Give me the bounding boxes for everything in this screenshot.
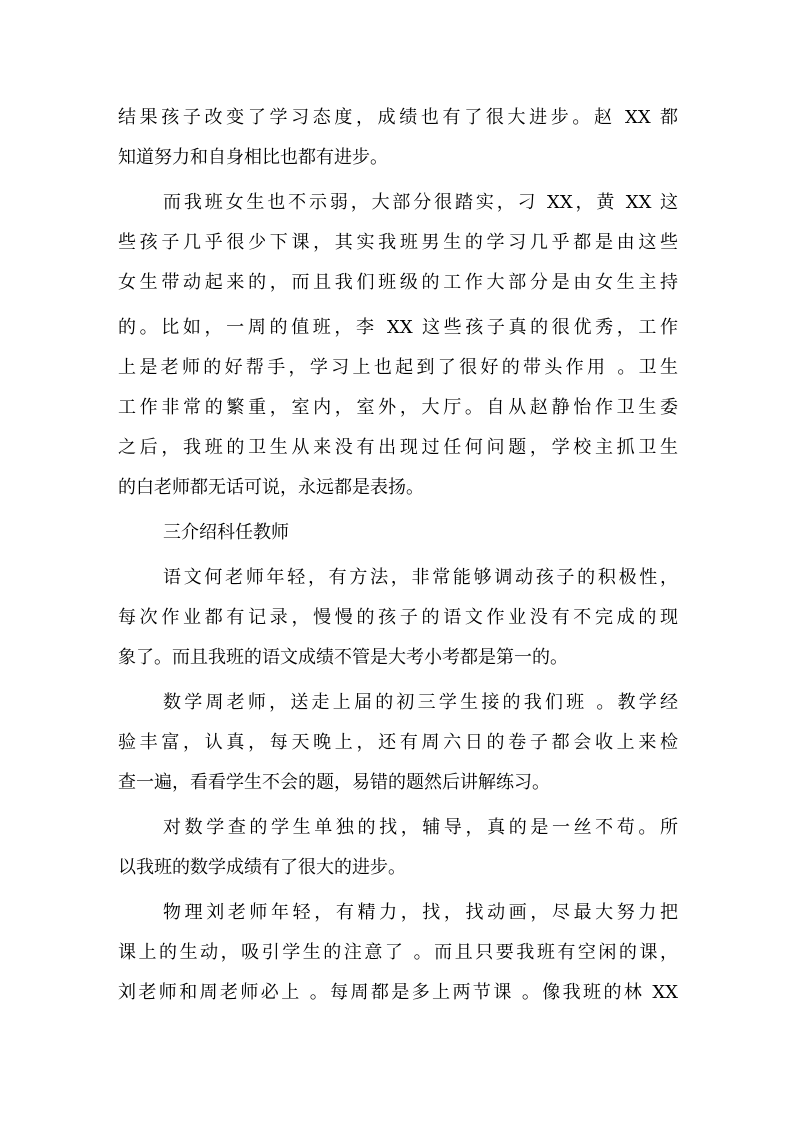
- section-heading: 三介绍科任教师: [163, 522, 289, 543]
- text-line: 结果孩子改变了学习态度，成绩也有了很大进步。赵 XX 都: [118, 107, 678, 128]
- text-line: 物理刘老师年轻，有精力，找，找动画，尽最大努力把: [163, 902, 678, 923]
- text-line: 些孩子几乎很少下课，其实我班男生的学习几乎都是由这些: [118, 232, 678, 253]
- text-line: 验丰富，认真，每天晚上，还有周六日的卷子都会收上来检: [118, 732, 678, 753]
- text-line: 数学周老师，送走上届的初三学生接的我们班 。教学经: [163, 692, 678, 713]
- text-line: 查一遍，看看学生不会的题，易错的题然后讲解练习。: [118, 772, 550, 793]
- text-line: 每次作业都有记录，慢慢的孩子的语文作业没有不完成的现: [118, 607, 678, 628]
- text-line: 之后，我班的卫生从来没有出现过任何问题，学校主抓卫生: [118, 437, 678, 458]
- text-line: 知道努力和自身相比也都有进步。: [118, 147, 388, 168]
- text-line: 而我班女生也不示弱，大部分很踏实，刁 XX，黄 XX 这: [163, 192, 678, 213]
- text-line: 上是老师的好帮手，学习上也起到了很好的带头作用 。卫生: [118, 357, 678, 378]
- text-line: 刘老师和周老师必上 。每周都是多上两节课 。像我班的林 XX: [118, 982, 678, 1003]
- text-line: 象了。而且我班的语文成绩不管是大考小考都是第一的。: [118, 647, 568, 668]
- text-line: 工作非常的繁重，室内，室外，大厅。自从赵静怡作卫生委: [118, 397, 678, 418]
- text-line: 以我班的数学成绩有了很大的进步。: [118, 857, 406, 878]
- text-line: 的白老师都无话可说，永远都是表扬。: [118, 477, 424, 498]
- text-line: 课上的生动，吸引学生的注意了 。而且只要我班有空闲的课，: [118, 942, 678, 963]
- text-line: 对数学查的学生单独的找，辅导，真的是一丝不苟。所: [163, 817, 678, 838]
- text-line: 女生带动起来的，而且我们班级的工作大部分是由女生主持: [118, 272, 678, 293]
- text-line: 语文何老师年轻，有方法，非常能够调动孩子的积极性，: [163, 567, 678, 588]
- text-line: 的。比如，一周的值班，李 XX 这些孩子真的很优秀，工作: [118, 317, 678, 338]
